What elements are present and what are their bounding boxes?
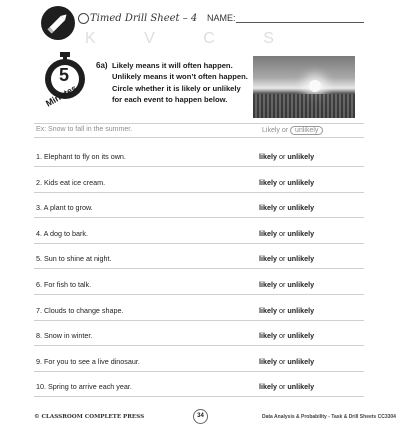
or-text: or <box>278 331 286 341</box>
example-text: Ex: Snow to fall in the summer. <box>36 126 133 133</box>
unlikely-option[interactable]: unlikely <box>287 254 315 264</box>
timer-number: 5 <box>59 65 70 85</box>
item-text: 9. For you to see a live dinosaur. <box>36 356 140 366</box>
instructions: Likely means it will often happen. Unlikely means it won’t often happen. Circle whether it is likely or unlikely for each event to happen below. <box>112 61 248 104</box>
unlikely-option[interactable]: unlikely <box>287 356 315 366</box>
name-line[interactable] <box>236 22 364 23</box>
divider <box>34 396 364 397</box>
item-choice <box>259 306 314 315</box>
or-text: or <box>278 305 286 315</box>
likely-option[interactable]: likely <box>259 177 277 187</box>
likely-option[interactable]: likely <box>259 280 277 289</box>
sunset-field-photo <box>253 56 355 118</box>
or-text: or <box>278 356 286 366</box>
sunflower-field-image <box>253 94 355 118</box>
item-text: 7. Clouds to change shape. <box>36 305 124 315</box>
likely-option[interactable]: likely <box>259 331 277 341</box>
item-text: 3. A plant to grow. <box>36 203 93 213</box>
unlikely-option[interactable]: unlikely <box>287 331 315 341</box>
item-choice <box>259 357 314 366</box>
unlikely-option[interactable]: unlikely <box>287 152 315 161</box>
divider <box>34 166 364 167</box>
item-choice <box>259 152 314 161</box>
page-number: 34 <box>193 409 208 424</box>
or-text: or <box>278 177 286 187</box>
item-choice <box>259 178 314 187</box>
example-unlikely-circled: unlikely <box>290 126 323 135</box>
pencil-logo-icon <box>41 6 75 40</box>
unlikely-option[interactable]: unlikely <box>287 228 315 238</box>
item-text: 5. Sun to shine at night. <box>36 254 112 264</box>
divider <box>34 137 364 138</box>
item-text: 6. For fish to talk. <box>36 280 92 289</box>
divider <box>34 243 364 244</box>
divider <box>34 294 364 295</box>
example-or: or <box>281 127 289 134</box>
clock-icon <box>78 13 89 24</box>
item-text: 8. Snow in winter. <box>36 331 93 341</box>
decorative-letters: K V C S <box>85 30 296 47</box>
item-text: 1. Elephant to fly on its own. <box>36 152 126 161</box>
unlikely-option[interactable]: unlikely <box>287 177 315 187</box>
or-text: or <box>278 382 286 392</box>
item-text: 10. Spring to arrive each year. <box>36 382 132 392</box>
likely-option[interactable]: likely <box>259 254 277 264</box>
likely-option[interactable]: likely <box>259 228 277 238</box>
divider <box>34 371 364 372</box>
series-label: Data Analysis & Probability - Task & Drill Sheets CC3304 <box>262 414 396 420</box>
or-text: or <box>278 280 286 289</box>
or-text: or <box>278 152 286 161</box>
item-choice <box>259 229 314 238</box>
unlikely-option[interactable]: unlikely <box>287 382 315 392</box>
item-choice <box>259 382 314 391</box>
or-text: or <box>278 203 286 213</box>
likely-option[interactable]: likely <box>259 356 277 366</box>
divider <box>34 268 364 269</box>
divider <box>34 345 364 346</box>
likely-option[interactable]: likely <box>259 305 277 315</box>
name-label: NAME: <box>207 13 236 23</box>
example-likely: Likely <box>262 127 280 134</box>
item-text: 4. A dog to bark. <box>36 228 88 238</box>
likely-option[interactable]: likely <box>259 382 277 392</box>
or-text: or <box>278 228 286 238</box>
item-text: 2. Kids eat ice cream. <box>36 177 106 187</box>
divider <box>34 123 364 124</box>
item-choice <box>259 254 314 263</box>
example-answer <box>262 126 323 135</box>
unlikely-option[interactable]: unlikely <box>287 305 315 315</box>
unlikely-option[interactable]: unlikely <box>287 280 315 289</box>
divider <box>34 320 364 321</box>
unlikely-option[interactable]: unlikely <box>287 203 315 213</box>
likely-option[interactable]: likely <box>259 152 277 161</box>
sheet-title: Timed Drill Sheet – 4 <box>90 13 198 24</box>
divider <box>34 192 364 193</box>
likely-option[interactable]: likely <box>259 203 277 213</box>
publisher-logo: © CLASSROOM COMPLETE PRESS <box>34 414 145 420</box>
divider <box>34 217 364 218</box>
item-choice <box>259 203 314 212</box>
item-choice <box>259 331 314 340</box>
or-text: or <box>278 254 286 264</box>
item-choice <box>259 280 314 289</box>
sun-image <box>309 80 321 92</box>
question-number: 6a) <box>96 61 108 70</box>
minutes-label: Minutes <box>44 82 79 109</box>
